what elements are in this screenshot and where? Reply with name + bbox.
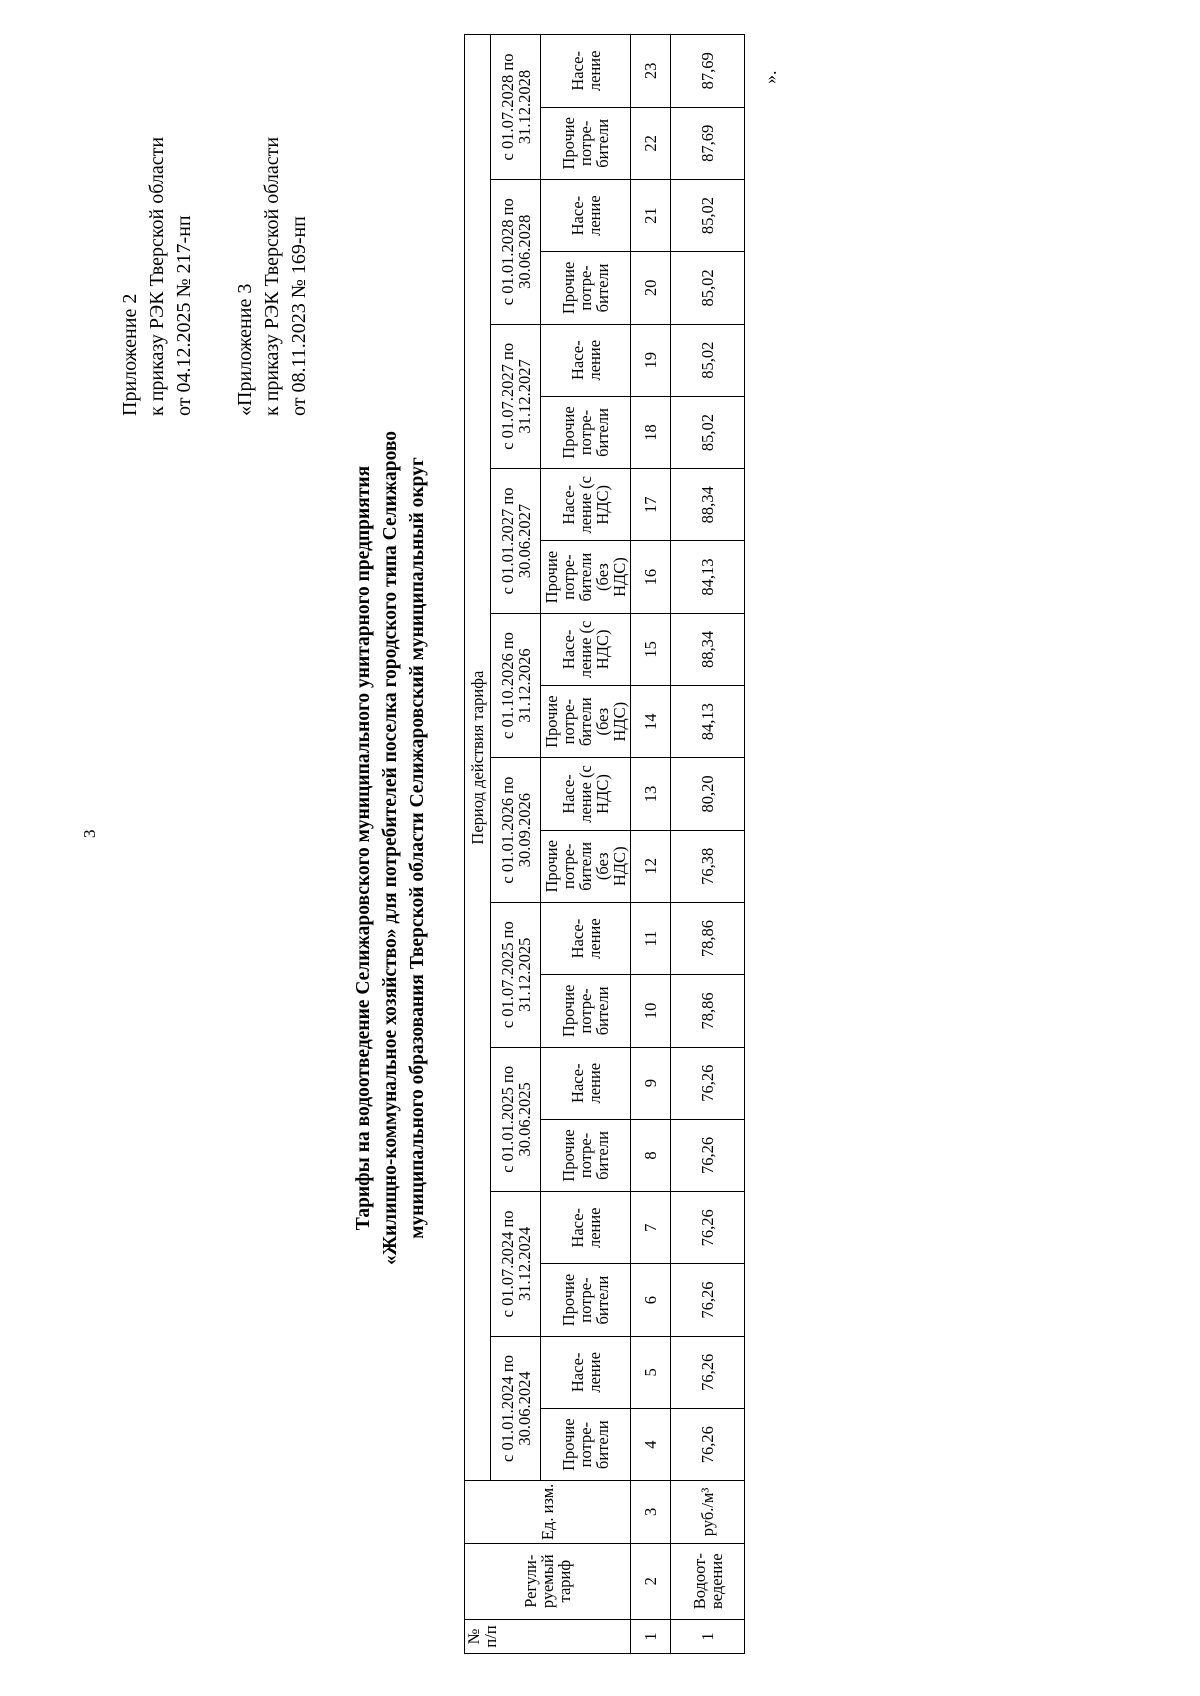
column-number: 13 (631, 758, 671, 830)
consumer-group-population: Насе-ление (541, 1047, 631, 1119)
consumer-group-others: Прочие потре-бители (без НДС) (541, 541, 631, 613)
consumer-group-population: Насе-ление (541, 1336, 631, 1408)
title-line: Тарифы на водоотведение Селижаровского муниципального унитарного предприятия (353, 465, 374, 1231)
annex-line: «Приложение 3 (234, 283, 256, 416)
period-label: с 01.07.2025 по 31.12.2025 (491, 902, 541, 1047)
annex-line: к приказу РЭК Тверской области (146, 136, 168, 416)
annex-line: от 08.11.2023 № 169-нп (288, 216, 310, 416)
column-number: 9 (631, 1047, 671, 1119)
period-label: с 01.01.2028 по 30.06.2028 (491, 179, 541, 324)
consumer-group-others: Прочие потре-бители (без НДС) (541, 686, 631, 758)
column-number: 19 (631, 324, 671, 396)
annex-line: к приказу РЭК Тверской области (261, 136, 283, 416)
tariff-table (464, 34, 745, 1654)
header-number: № п/п (465, 1619, 631, 1653)
annex-line: Приложение 2 (119, 293, 141, 416)
consumer-group-population: Насе-ление (с НДС) (541, 613, 631, 685)
column-number: 20 (631, 252, 671, 324)
consumer-group-others: Прочие потре-бители (541, 396, 631, 468)
column-number: 1 (631, 1619, 671, 1653)
annex-header (117, 137, 198, 416)
title-line: муниципального образования Тверской области Селижаровский муниципальный округ (407, 457, 428, 1239)
tariff-value: 76,38 (671, 830, 745, 902)
column-number: 5 (631, 1336, 671, 1408)
row-number: 1 (671, 1619, 745, 1653)
column-number: 23 (631, 35, 671, 108)
header-tariff: Регули-руемый тариф (465, 1543, 631, 1619)
tariff-value: 87,69 (671, 107, 745, 179)
column-number: 12 (631, 830, 671, 902)
table-header-row (541, 35, 631, 1654)
consumer-group-population: Насе-ление (541, 324, 631, 396)
column-number: 10 (631, 975, 671, 1047)
column-number: 16 (631, 541, 671, 613)
column-number: 14 (631, 686, 671, 758)
tariff-value: 76,26 (671, 1119, 745, 1191)
period-label: с 01.07.2027 по 31.12.2027 (491, 324, 541, 469)
header-period: Период действия тарифа (465, 35, 491, 1481)
column-number: 11 (631, 902, 671, 974)
consumer-group-population: Насе-ление (с НДС) (541, 758, 631, 830)
consumer-group-population: Насе-ление (541, 35, 631, 108)
previous-annex-header (232, 137, 313, 416)
tariff-value: 87,69 (671, 35, 745, 108)
consumer-group-others: Прочие потре-бители (без НДС) (541, 830, 631, 902)
tariff-value: 88,34 (671, 469, 745, 541)
column-numbers-row (631, 35, 671, 1654)
page-number: 3 (80, 829, 99, 838)
tariff-value: 78,86 (671, 902, 745, 974)
period-label: с 01.07.2024 по 31.12.2024 (491, 1192, 541, 1337)
column-number: 7 (631, 1192, 671, 1264)
closing-quote: ». (760, 70, 780, 84)
tariff-value: 84,13 (671, 686, 745, 758)
consumer-group-others: Прочие потре-бители (541, 1119, 631, 1191)
consumer-group-others: Прочие потре-бители (541, 252, 631, 324)
tariff-value: 78,86 (671, 975, 745, 1047)
unit: руб./м³ (671, 1481, 745, 1543)
document-title (350, 0, 431, 1696)
consumer-group-others: Прочие потре-бители (541, 107, 631, 179)
tariff-value: 76,26 (671, 1264, 745, 1336)
column-number: 8 (631, 1119, 671, 1191)
consumer-group-population: Насе-ление (541, 1192, 631, 1264)
period-label: с 01.10.2026 по 31.12.2026 (491, 613, 541, 758)
column-number: 2 (631, 1543, 671, 1619)
column-number: 17 (631, 469, 671, 541)
tariff-value: 85,02 (671, 252, 745, 324)
column-number: 6 (631, 1264, 671, 1336)
consumer-group-population: Насе-ление (541, 179, 631, 251)
tariff-value: 85,02 (671, 396, 745, 468)
column-number: 18 (631, 396, 671, 468)
column-number: 3 (631, 1481, 671, 1543)
column-number: 4 (631, 1409, 671, 1481)
column-number: 21 (631, 179, 671, 251)
column-number: 22 (631, 107, 671, 179)
period-label: с 01.01.2027 по 30.06.2027 (491, 469, 541, 614)
tariff-value: 80,20 (671, 758, 745, 830)
annex-line: от 04.12.2025 № 217-нп (173, 215, 195, 416)
consumer-group-others: Прочие потре-бители (541, 975, 631, 1047)
tariff-value: 88,34 (671, 613, 745, 685)
tariff-value: 76,26 (671, 1047, 745, 1119)
tariff-value: 76,26 (671, 1409, 745, 1481)
header-unit: Ед. изм. (465, 1481, 631, 1543)
consumer-group-others: Прочие потре-бители (541, 1264, 631, 1336)
period-label: с 01.01.2024 по 30.06.2024 (491, 1336, 541, 1481)
consumer-group-population: Насе-ление (с НДС) (541, 469, 631, 541)
tariff-value: 76,26 (671, 1336, 745, 1408)
table-row (671, 35, 745, 1654)
consumer-group-population: Насе-ление (541, 902, 631, 974)
column-number: 15 (631, 613, 671, 685)
tariff-value: 85,02 (671, 324, 745, 396)
table-header-row (465, 35, 491, 1654)
tariff-value: 76,26 (671, 1192, 745, 1264)
tariff-name: Водоот-ведение (671, 1543, 745, 1619)
consumer-group-others: Прочие потре-бители (541, 1409, 631, 1481)
tariff-value: 85,02 (671, 179, 745, 251)
table-header-row (491, 35, 541, 1654)
period-label: с 01.07.2028 по 31.12.2028 (491, 35, 541, 180)
period-label: с 01.01.2025 по 30.06.2025 (491, 1047, 541, 1192)
period-label: с 01.01.2026 по 30.09.2026 (491, 758, 541, 903)
title-line: «Жилищно-коммунальное хозяйство» для потребителей поселка городского типа Селижарово (380, 431, 401, 1265)
tariff-value: 84,13 (671, 541, 745, 613)
